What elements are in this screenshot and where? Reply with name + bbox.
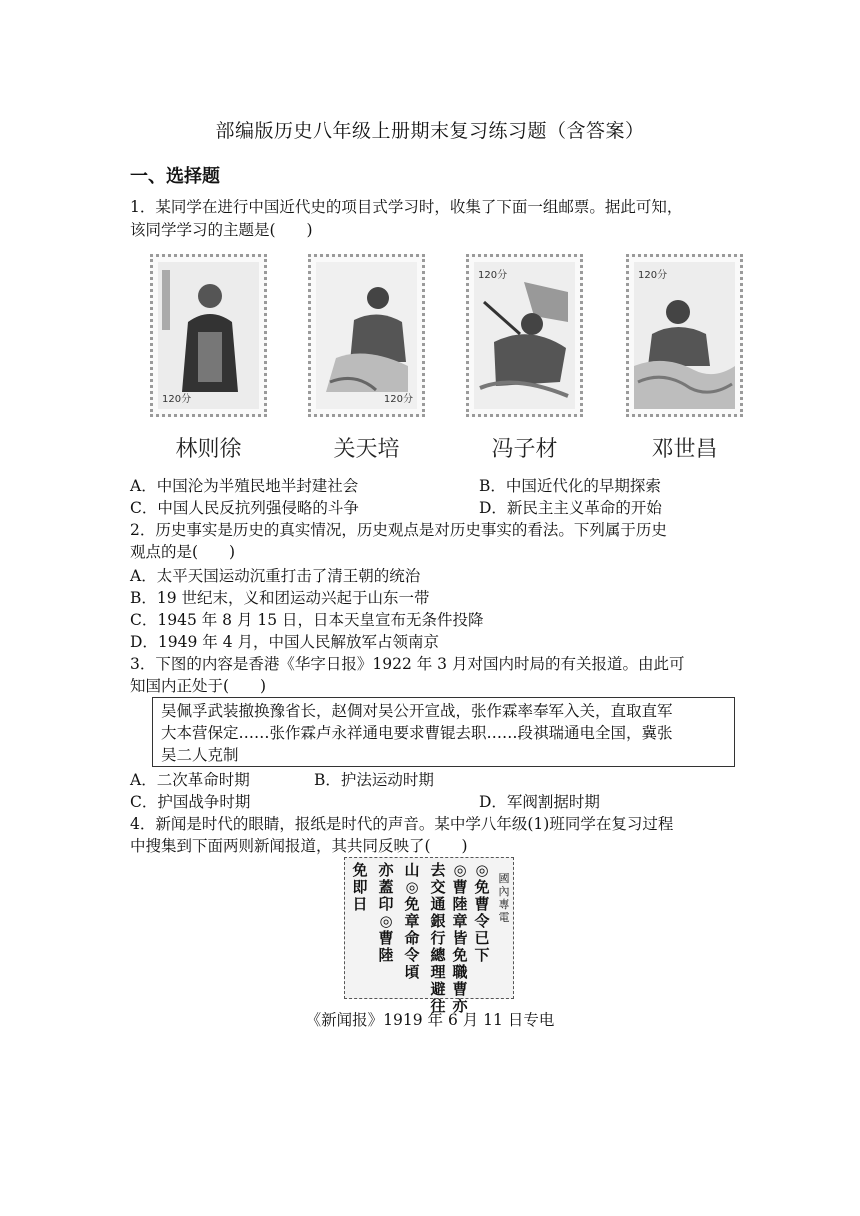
stamp-name-3: 冯子材 — [491, 437, 558, 462]
q1-option-d: D．新民主主义革命的开始 — [479, 499, 662, 517]
q3-quote-box — [152, 697, 735, 767]
section-heading: 一、选择题 — [130, 166, 220, 187]
clipping-col-2: ◎免曹令已下 — [474, 861, 490, 964]
q3-option-b: B．护法运动时期 — [314, 771, 434, 789]
stamp-image-3 — [466, 254, 583, 417]
document-title: 部编版历史八年级上册期末复习练习题（含答案） — [215, 120, 645, 142]
stamp-set — [150, 254, 750, 464]
newspaper-clipping — [344, 857, 514, 1015]
clipping-col-6: 亦蓋印◎曹陸 — [378, 861, 394, 964]
q3-option-c: C．护国战争时期 — [130, 793, 251, 811]
stamp-name-1: 林则徐 — [175, 437, 242, 462]
q3-quote-line1: 吴佩孚武装撤换豫省长，赵倜对吴公开宣战，张作霖率奉军入关，直取直军 — [161, 702, 673, 720]
clipping-col-7: 免即日 — [352, 861, 368, 913]
q2-option-d: D．1949 年 4 月，中国人民解放军占领南京 — [130, 633, 440, 651]
q2-stem-line2: 观点的是( ) — [130, 543, 236, 561]
q4-stem-line1: 4．新闻是时代的眼睛，报纸是时代的声音。某中学八年级(1)班同学在复习过程 — [130, 815, 674, 833]
q2-stem-line1: 2．历史事实是历史的真实情况，历史观点是对历史事实的看法。下列属于历史 — [130, 521, 667, 539]
stamp-3-value: 120分 — [478, 270, 508, 281]
clipping-caption: 《新闻报》1919 年 6 月 11 日专电 — [305, 1011, 555, 1029]
clipping-col-4: 去交通銀行總理避往 — [430, 861, 446, 1015]
stamp-name-2: 关天培 — [333, 437, 400, 462]
q1-stem-line2: 该同学学习的主题是( ) — [130, 221, 313, 239]
stamp-image-1 — [150, 254, 267, 417]
q3-quote-line3: 吴二人克制 — [161, 746, 239, 764]
clipping-col-5: 山◎免章命令頃 — [404, 861, 420, 981]
stamp-4-value: 120分 — [638, 270, 668, 281]
clipping-col-3: ◎曹陸章皆免職曹亦 — [452, 861, 468, 1015]
stamp-name-4: 邓世昌 — [651, 437, 718, 462]
q3-option-a: A．二次革命时期 — [130, 771, 250, 789]
stamp-2-value: 120分 — [383, 394, 413, 405]
q3-stem-line1: 3．下图的内容是香港《华字日报》1922 年 3 月对国内时局的有关报道。由此可 — [130, 655, 685, 673]
q1-option-a: A．中国沦为半殖民地半封建社会 — [130, 477, 359, 495]
q3-option-d: D．军阀割据时期 — [479, 793, 600, 811]
q1-stem-line1: 1．某同学在进行中国近代史的项目式学习时，收集了下面一组邮票。据此可知， — [130, 198, 683, 216]
q1-option-c: C．中国人民反抗列强侵略的斗争 — [130, 499, 359, 517]
clipping-col-1: 國內專電 — [498, 872, 510, 924]
q3-quote-line2: 大本营保定……张作霖卢永祥通电要求曹锟去职……段祺瑞通电全国，冀张 — [161, 724, 673, 742]
stamp-image-4 — [626, 254, 743, 417]
q2-option-c: C．1945 年 8 月 15 日，日本天皇宣布无条件投降 — [130, 611, 484, 629]
q2-option-b: B．19 世纪末，义和团运动兴起于山东一带 — [130, 589, 430, 607]
q2-option-a: A．太平天国运动沉重打击了清王朝的统治 — [130, 567, 421, 585]
stamp-image-2 — [308, 254, 425, 417]
stamp-1-value: 120分 — [162, 394, 192, 405]
q4-stem-line2: 中搜集到下面两则新闻报道，其共同反映了( ) — [130, 837, 468, 855]
q3-stem-line2: 知国内正处于( ) — [130, 677, 267, 695]
q1-option-b: B．中国近代化的早期探索 — [479, 477, 661, 495]
